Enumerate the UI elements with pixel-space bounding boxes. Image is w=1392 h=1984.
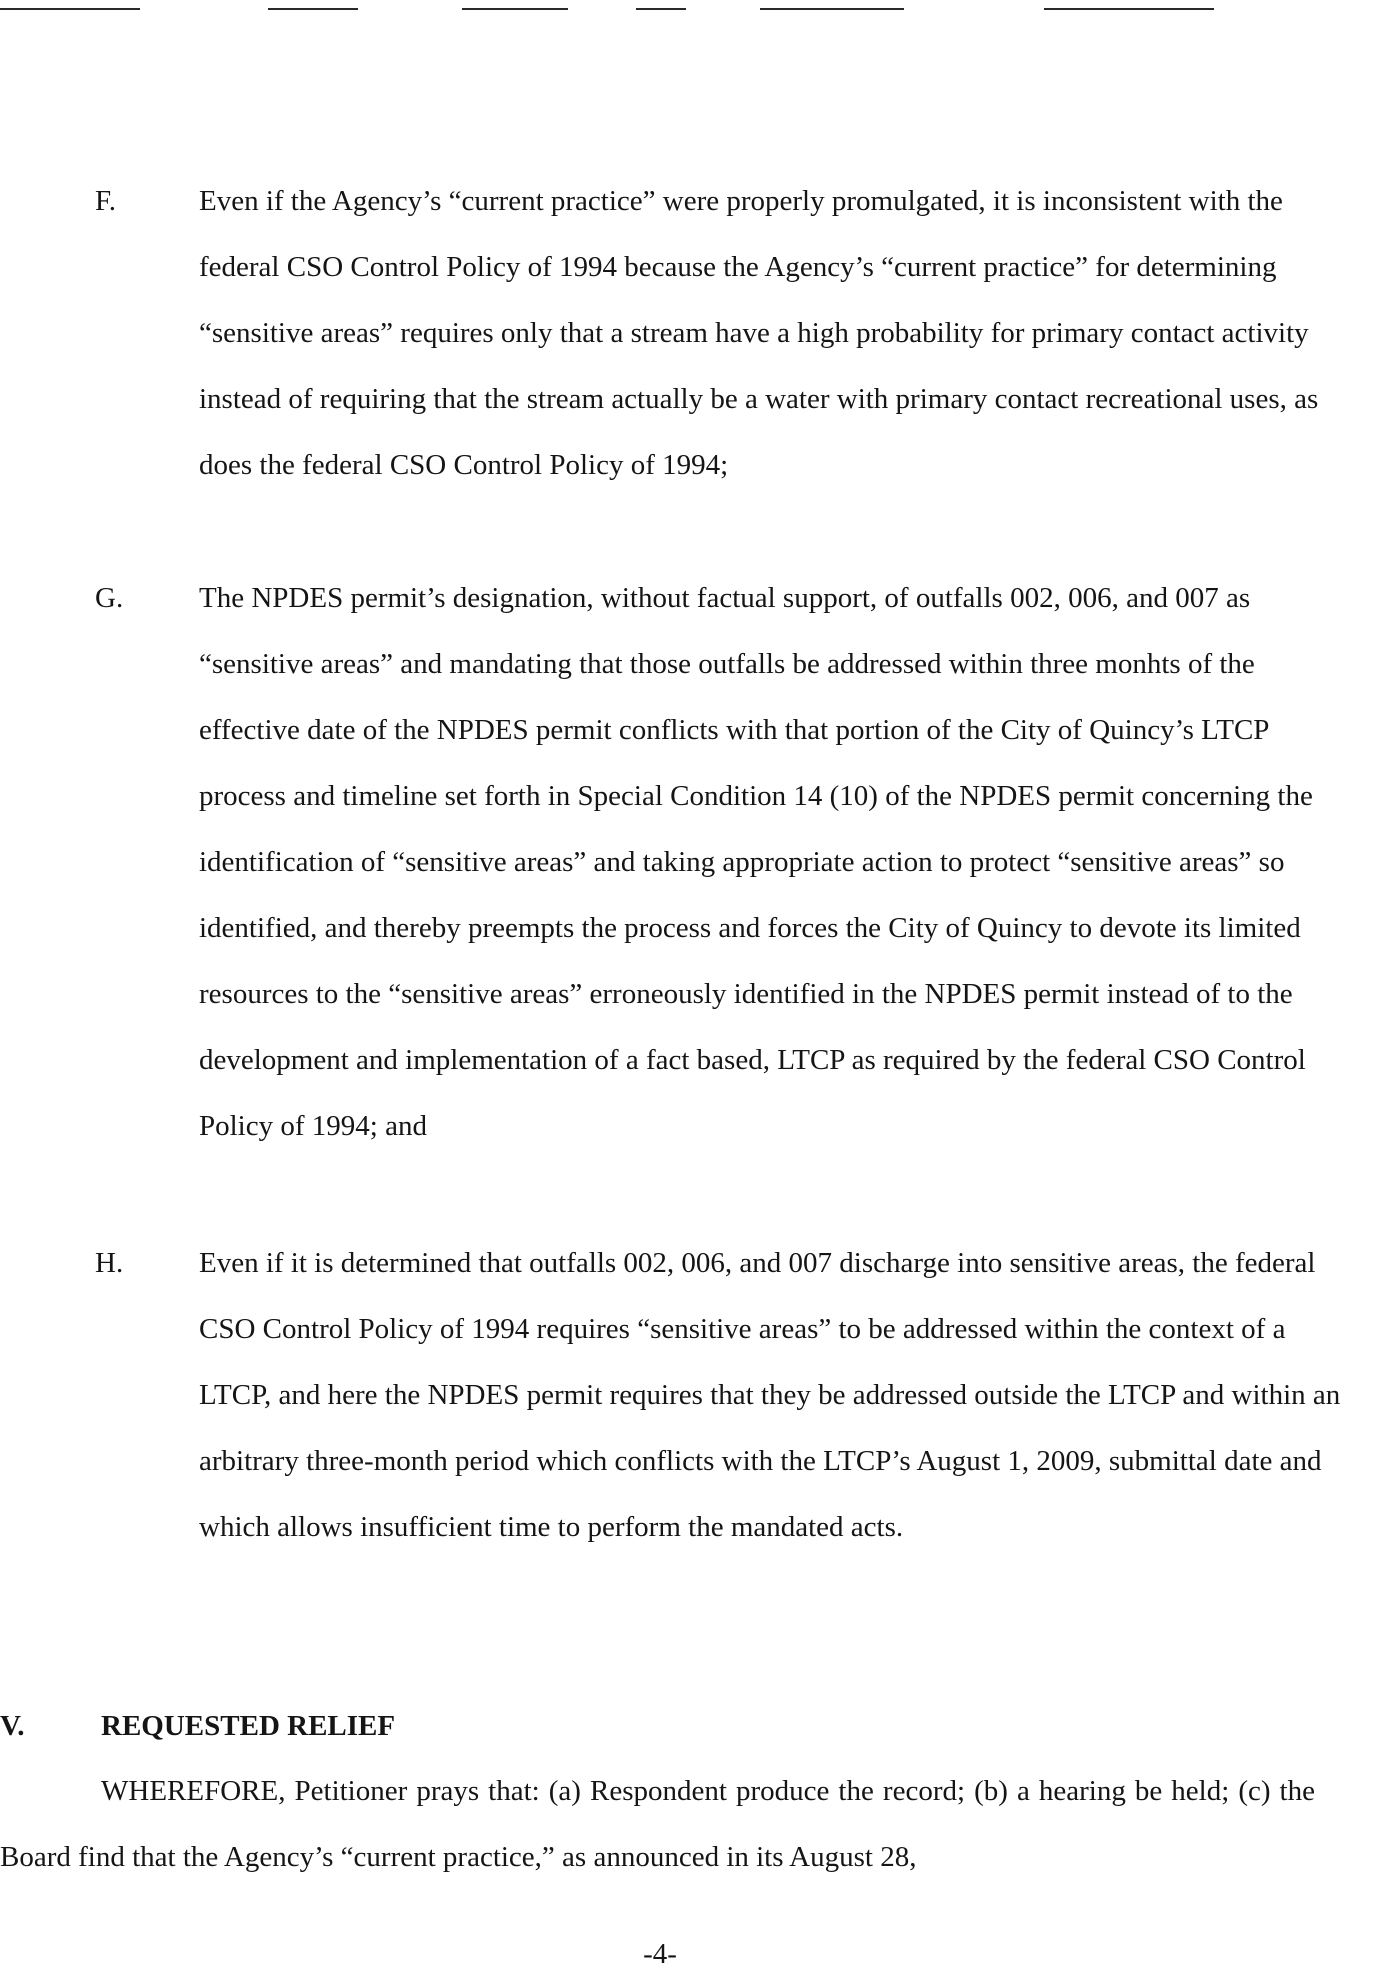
top-rule-segment	[268, 8, 358, 10]
list-item-h	[95, 1230, 1345, 1626]
item-text: Even if the Agency’s “current practice” were properly promulgated, it is inconsistent with the federal CSO Control Policy of 1994 because the Agency’s “current practice” for determining “sensitive areas” requires only that a stream have a high probability for primary contact activity instead of requiring that the stream actually be a water with primary contact recreational uses, as does the federal CSO Control Policy of 1994;	[199, 185, 1319, 481]
relief-paragraph: WHEREFORE, Petitioner prays that: (a) Respondent produce the record; (b) a hearing be held; (c) the Board find that the Agency’s “current practice,” as announced in its August 28,	[0, 1775, 1315, 1873]
item-text: The NPDES permit’s designation, without factual support, of outfalls 002, 006, and 007 as “sensitive areas” and mandating that those outfalls be addressed within three monhts of the effective date of the NPDES permit conflicts with that portion of the City of Quincy’s LTCP process and timeline set forth in Special Condition 14 (10) of the NPDES permit concerning the identification of “sensitive areas” and taking appropriate action to protect “sensitive areas” so identified, and thereby preempts the process and forces the City of Quincy to devote its limited resources to the “sensitive areas” erroneously identified in the NPDES permit instead of to the development and implementation of a fact based, LTCP as required by the federal CSO Control Policy of 1994; and	[199, 582, 1313, 1142]
top-rule-segment	[462, 8, 568, 10]
top-rule-segment	[1044, 8, 1214, 10]
section-heading: REQUESTED RELIEF	[101, 1710, 396, 1742]
top-rule-segment	[636, 8, 686, 10]
item-letter: F.	[95, 185, 117, 217]
top-rule-segment	[0, 8, 140, 10]
page-number: -4-	[643, 1938, 677, 1970]
top-rule-segment	[760, 8, 904, 10]
item-letter: H.	[95, 1247, 124, 1279]
list-item-f	[95, 168, 1345, 564]
item-text: Even if it is determined that outfalls 002, 006, and 007 discharge into sensitive areas, the federal CSO Control Policy of 1994 requires “sensitive areas” to be addressed within the context of a LTCP, and here the NPDES permit requires that they be addressed outside the LTCP and within an arbitrary three-month period which conflicts with the LTCP’s August 1, 2009, submittal date and which allows insufficient time to perform the mandated acts.	[199, 1247, 1341, 1543]
list-item-g	[95, 565, 1345, 1225]
item-letter: G.	[95, 582, 124, 614]
section-number: V.	[0, 1710, 25, 1742]
